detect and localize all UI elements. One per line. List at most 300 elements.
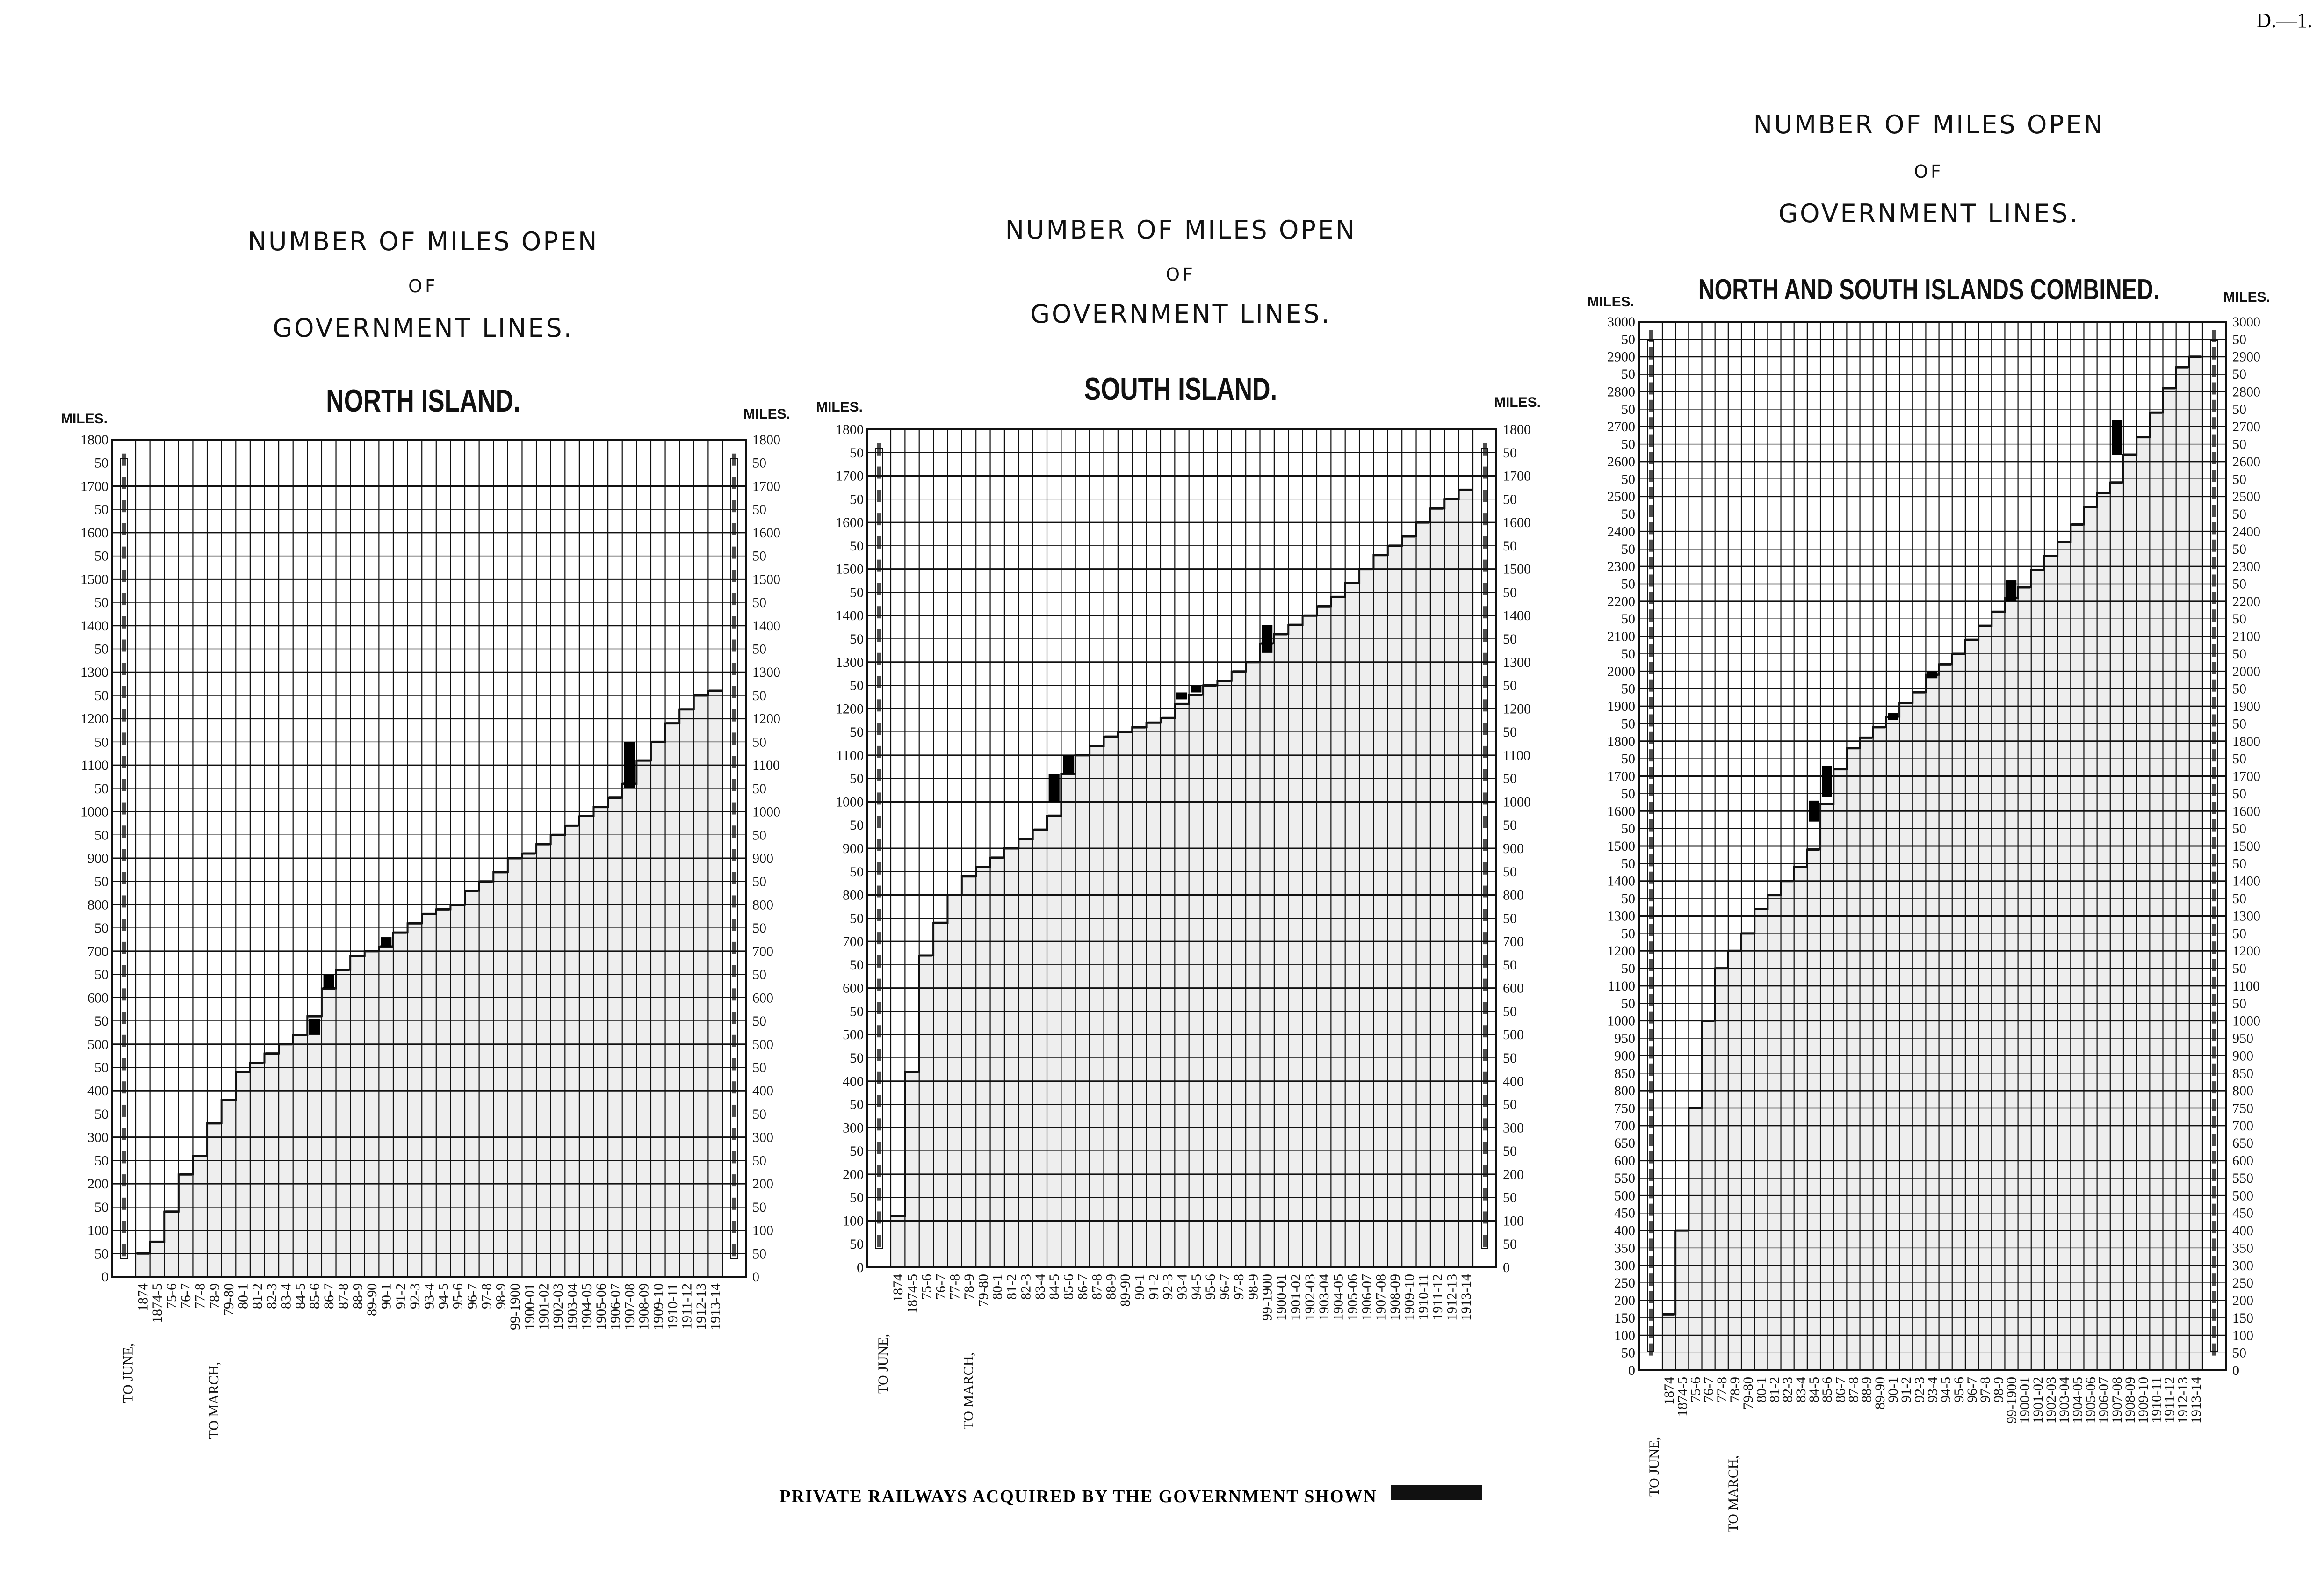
- chart-combined-y-label-left: 300: [1614, 1258, 1635, 1273]
- chart-south-y-label-right: 50: [1503, 1097, 1517, 1113]
- chart-combined-y-label-left: 2800: [1607, 384, 1635, 400]
- chart-combined-scale-tick: [1649, 1151, 1653, 1164]
- chart-north-scale-tick: [122, 965, 126, 977]
- chart-combined-y-label-left: 50: [1621, 646, 1635, 662]
- chart-south-y-label-right: 900: [1503, 841, 1524, 856]
- chart-north-y-label-right: 100: [752, 1223, 773, 1238]
- chart-combined-y-label-left: 50: [1621, 961, 1635, 977]
- chart-north-scale-tick: [732, 825, 736, 838]
- chart-combined-period-label: 1905-06: [2083, 1377, 2099, 1424]
- chart-south-y-label-left: 400: [843, 1073, 864, 1089]
- chart-north-scale-tick: [122, 640, 126, 652]
- chart-south-y-label-left: 1400: [836, 608, 864, 624]
- chart-combined-scale-tick: [2212, 1116, 2216, 1128]
- chart-combined-y-label-right: 50: [2232, 436, 2246, 452]
- chart-south-period-label: 93-4: [1174, 1274, 1190, 1300]
- chart-north-period-label: 96-7: [464, 1283, 480, 1309]
- chart-south-y-label-right: 0: [1503, 1260, 1510, 1275]
- chart-south-scale-tick: [877, 816, 881, 828]
- chart-combined-y-label-right: 1000: [2232, 1013, 2260, 1029]
- chart-south-scale-tick: [1483, 955, 1487, 968]
- chart-combined-scale-tick: [1649, 680, 1653, 692]
- chart-south-y-label-right: 800: [1503, 887, 1524, 903]
- chart-south-y-label-left: 1000: [836, 794, 864, 810]
- chart-south-scale-tick: [1483, 909, 1487, 921]
- chart-south-scale-tick: [877, 536, 881, 549]
- chart-south-y-label-right: 400: [1503, 1073, 1524, 1089]
- chart-combined-scale-tick: [1649, 1012, 1653, 1024]
- chart-combined-y-label-right: 1900: [2232, 699, 2260, 715]
- chart-combined-scale-tick: [2212, 697, 2216, 709]
- chart-combined-acquired-block: [1809, 801, 1819, 822]
- chart-south-y-label-left: 900: [843, 841, 864, 856]
- chart-north-scale-tick: [122, 547, 126, 559]
- chart-combined-scale-tick: [2212, 557, 2216, 569]
- chart-north-y-label-left: 500: [87, 1036, 108, 1052]
- chart-combined-scale-tick: [2212, 487, 2216, 499]
- chart-south-scale-tick: [877, 723, 881, 735]
- chart-south-y-label-right: 50: [1503, 1050, 1517, 1066]
- chart-combined-period-label: 79-80: [1740, 1377, 1756, 1410]
- chart-south-scale-tick: [1483, 629, 1487, 642]
- chart-combined-scale-tick: [2212, 417, 2216, 429]
- chart-combined-y-label-right: 150: [2232, 1310, 2253, 1326]
- chart-south-scale-tick: [1483, 606, 1487, 618]
- chart-south-y-label-left: 1300: [836, 654, 864, 670]
- chart-north-y-label-left: 300: [87, 1129, 108, 1145]
- chart-north-scale-tick: [732, 849, 736, 861]
- chart-north-period-label: 80-1: [235, 1283, 251, 1309]
- chart-combined-acquired-block: [2112, 420, 2122, 455]
- chart-south-y-label-right: 50: [1503, 771, 1517, 787]
- chart-combined-y-label-right: 50: [2232, 611, 2246, 627]
- chart-south-period-label: 1907-08: [1373, 1274, 1389, 1321]
- chart-combined-scale-tick: [2212, 1099, 2216, 1111]
- chart-north-y-label-right: 700: [752, 943, 773, 959]
- chart-combined-y-label-right: 50: [2232, 401, 2246, 417]
- chart-combined-scale-tick: [2212, 1273, 2216, 1286]
- chart-north-y-label-right: 600: [752, 990, 773, 1006]
- chart-south-period-label: 94-5: [1188, 1274, 1204, 1300]
- chart-combined-y-label-right: 600: [2232, 1153, 2253, 1169]
- chart-combined-scale-tick: [2212, 819, 2216, 832]
- chart-combined-scale-tick: [1649, 557, 1653, 569]
- chart-south-scale-tick: [877, 629, 881, 642]
- chart-combined-scale-tick: [2212, 1134, 2216, 1146]
- chart-combined-scale-tick: [1649, 575, 1653, 587]
- chart-combined-y-label-right: 700: [2232, 1118, 2253, 1134]
- chart-north-y-label-left: 50: [94, 1106, 108, 1122]
- chart-south-units-right: MILES.: [1494, 395, 1541, 410]
- chart-north-y-label-right: 200: [752, 1176, 773, 1192]
- chart-north-scale-tick: [732, 965, 736, 977]
- chart-north-scale-tick: [122, 500, 126, 512]
- chart-combined-period-label: 85-6: [1819, 1377, 1835, 1403]
- chart-south-y-label-left: 50: [850, 492, 864, 507]
- chart-north-scale-tick: [122, 1128, 126, 1140]
- chart-north-period-label: 98-9: [493, 1283, 509, 1309]
- chart-south-y-label-right: 1100: [1503, 747, 1530, 763]
- chart-combined-y-label-left: 450: [1614, 1205, 1635, 1221]
- chart-combined-scale-tick: [1649, 592, 1653, 604]
- chart-south-period-label: 1902-03: [1302, 1274, 1318, 1321]
- chart-south-scale-tick: [877, 1072, 881, 1084]
- chart-south-period-label: 80-1: [989, 1274, 1005, 1300]
- chart-north-y-label-left: 50: [94, 1246, 108, 1262]
- chart-combined-scale-tick: [1649, 872, 1653, 884]
- chart-combined-y-label-left: 50: [1621, 716, 1635, 732]
- legend: [779, 1485, 1482, 1506]
- chart-south-prefix-label: TO JUNE,: [875, 1334, 891, 1394]
- chart-combined-scale-tick: [2212, 749, 2216, 761]
- chart-south-y-label-right: 1600: [1503, 515, 1531, 531]
- chart-south-y-label-left: 1700: [836, 468, 864, 484]
- chart-north-heading-line: NUMBER OF MILES OPEN: [247, 227, 599, 256]
- chart-south-period-label: 96-7: [1217, 1274, 1233, 1300]
- chart-south-scale-tick: [1483, 536, 1487, 549]
- chart-combined-y-label-left: 50: [1621, 1345, 1635, 1361]
- chart-combined-y-label-right: 1400: [2232, 873, 2260, 889]
- chart-north-period-label: 1913-14: [707, 1283, 723, 1330]
- chart-north-y-label-right: 50: [752, 548, 766, 564]
- chart-north-y-label-right: 50: [752, 641, 766, 657]
- chart-south-acquired-block: [1049, 774, 1060, 802]
- chart-north-y-label-left: 50: [94, 967, 108, 983]
- chart-north-scale-tick: [122, 919, 126, 931]
- chart-combined-scale-tick: [1649, 906, 1653, 919]
- chart-south-acquired-block: [1191, 686, 1201, 693]
- chart-combined-acquired-block: [1888, 713, 1898, 720]
- chart-north-period-label: 89-90: [364, 1283, 380, 1316]
- chart-combined-period-label: 95-6: [1951, 1377, 1967, 1403]
- chart-south-scale-tick: [877, 1235, 881, 1247]
- chart-combined-y-label-right: 900: [2232, 1048, 2253, 1064]
- chart-north-y-label-right: 300: [752, 1129, 773, 1145]
- chart-north-scale-tick: [732, 1012, 736, 1024]
- chart-north-scale-tick: [122, 523, 126, 535]
- chart-south-y-label-left: 50: [850, 1143, 864, 1159]
- chart-south-y-label-left: 50: [850, 817, 864, 833]
- chart-north-acquired-block: [624, 742, 635, 788]
- chart-north-y-label-right: 800: [752, 897, 773, 913]
- chart-south-y-label-left: 50: [850, 1004, 864, 1020]
- chart-combined-y-label-left: 900: [1614, 1048, 1635, 1064]
- chart-south-acquired-block: [1262, 625, 1272, 653]
- chart-south-y-label-left: 200: [843, 1166, 864, 1182]
- chart-south-scale-tick: [877, 746, 881, 758]
- chart-combined-scale-tick: [2212, 854, 2216, 866]
- chart-combined-y-label-left: 500: [1614, 1188, 1635, 1204]
- chart-south-y-label-left: 50: [850, 585, 864, 600]
- chart-combined-y-label-right: 1800: [2232, 733, 2260, 749]
- chart-north-y-label-left: 50: [94, 595, 108, 611]
- chart-south-period-label: 1874: [890, 1274, 906, 1302]
- chart-combined-y-label-right: 50: [2232, 926, 2246, 941]
- chart-south-period-label: 88-9: [1103, 1274, 1119, 1300]
- chart-south-scale-tick: [1483, 513, 1487, 525]
- chart-north-scale-tick: [122, 1174, 126, 1186]
- chart-combined-scale-tick: [2212, 1256, 2216, 1268]
- chart-combined-scale-tick: [2212, 609, 2216, 622]
- chart-south-y-label-right: 50: [1503, 724, 1517, 740]
- chart-combined-y-label-right: 50: [2232, 786, 2246, 802]
- chart-south-scale-tick: [1483, 443, 1487, 456]
- chart-north-scale-tick: [122, 942, 126, 954]
- chart-combined-scale-tick: [1649, 627, 1653, 639]
- chart-south-y-label-right: 700: [1503, 934, 1524, 950]
- chart-combined-period-label: 1909-10: [2136, 1377, 2151, 1424]
- chart-south-scale-tick: [1483, 560, 1487, 572]
- chart-south-scale-tick: [877, 1188, 881, 1201]
- chart-combined-scale-tick: [1649, 1169, 1653, 1181]
- chart-south-y-label-left: 700: [843, 934, 864, 950]
- chart-south-y-label-left: 50: [850, 911, 864, 926]
- chart-north-scale-tick: [732, 477, 736, 489]
- chart-combined-period-label: 1907-08: [2109, 1377, 2125, 1424]
- chart-south-scale-tick: [877, 1049, 881, 1061]
- chart-north-y-label-left: 50: [94, 455, 108, 471]
- chart-north-scale-tick: [122, 454, 126, 466]
- chart-south-scale-tick: [1483, 583, 1487, 595]
- legend-text: PRIVATE RAILWAYS ACQUIRED BY THE GOVERNMENT SHOWN: [779, 1487, 1377, 1506]
- chart-north-y-label-left: 1200: [80, 711, 108, 727]
- chart-north-scale-tick: [732, 547, 736, 559]
- chart-combined-period-label: 97-8: [1978, 1377, 1993, 1403]
- chart-combined-scale-tick: [2212, 941, 2216, 954]
- chart-north-period-label: 75-6: [164, 1283, 180, 1309]
- chart-north-heading-line: OF: [408, 276, 438, 297]
- chart-combined-y-label-right: 2300: [2232, 559, 2260, 575]
- chart-north-y-label-right: 50: [752, 781, 766, 796]
- chart-north-heading-line: GOVERNMENT LINES.: [273, 313, 574, 343]
- chart-south-scale-tick: [1483, 653, 1487, 665]
- chart-south-scale-tick: [877, 862, 881, 875]
- chart-combined-scale-tick: [2212, 522, 2216, 534]
- chart-combined-heading-line: OF: [1914, 161, 1944, 182]
- chart-combined-scale-tick: [1649, 1186, 1653, 1198]
- chart-combined-scale-tick: [2212, 1291, 2216, 1303]
- chart-combined-period-label: 76-7: [1701, 1377, 1717, 1403]
- chart-south-acquired-block: [1063, 755, 1074, 774]
- chart-south-y-label-right: 50: [1503, 631, 1517, 647]
- chart-combined-y-label-left: 50: [1621, 891, 1635, 907]
- chart-south-y-label-right: 1800: [1503, 422, 1531, 437]
- chart-combined-scale-tick: [1649, 487, 1653, 499]
- chart-south-scale-tick: [1483, 886, 1487, 898]
- chart-north-period-label: 1904-05: [579, 1283, 595, 1330]
- chart-combined-scale-tick: [1649, 1256, 1653, 1268]
- chart-south-period-label: 98-9: [1245, 1274, 1261, 1300]
- chart-combined-scale-tick: [1649, 977, 1653, 989]
- chart-combined-scale-tick: [1649, 365, 1653, 377]
- chart-combined-y-label-left: 50: [1621, 996, 1635, 1012]
- chart-south-period-label: 97-8: [1231, 1274, 1247, 1300]
- chart-north-scale-tick: [122, 570, 126, 582]
- chart-combined-y-label-left: 550: [1614, 1170, 1635, 1186]
- chart-combined-scale-tick: [1649, 505, 1653, 517]
- chart-combined-y-label-left: 1500: [1607, 839, 1635, 854]
- chart-north-period-label: 81-2: [250, 1283, 266, 1309]
- chart-south-y-label-right: 50: [1503, 1190, 1517, 1206]
- chart-combined-scale-tick: [1649, 1291, 1653, 1303]
- chart-north-y-label-left: 600: [87, 990, 108, 1006]
- chart-combined-y-label-left: 2200: [1607, 593, 1635, 609]
- chart-north-y-label-left: 50: [94, 502, 108, 518]
- chart-north-y-label-right: 1700: [752, 478, 780, 494]
- chart-north-period-label: 1911-12: [679, 1283, 695, 1330]
- chart-combined-period-label: 1874: [1661, 1377, 1677, 1405]
- chart-combined-scale-tick: [2212, 382, 2216, 394]
- chart-combined-scale-tick: [1649, 1064, 1653, 1076]
- chart-south-y-label-left: 50: [850, 957, 864, 973]
- chart-combined-scale-tick: [2212, 1046, 2216, 1058]
- chart-south-y-label-left: 1600: [836, 515, 864, 531]
- chart-north-scale-tick: [122, 756, 126, 768]
- chart-combined-scale-tick: [1649, 1273, 1653, 1286]
- chart-combined-scale-tick: [1649, 941, 1653, 954]
- chart-combined-scale-tick: [2212, 732, 2216, 744]
- chart-north-y-label-left: 50: [94, 874, 108, 890]
- chart-north-prefix-label: TO JUNE,: [120, 1343, 136, 1403]
- chart-combined-scale-tick: [1649, 767, 1653, 779]
- chart-combined-scale-tick: [1649, 1046, 1653, 1058]
- chart-combined-scale-tick: [2212, 1081, 2216, 1093]
- chart-south-scale-tick: [877, 886, 881, 898]
- chart-south-scale-tick: [1483, 467, 1487, 479]
- chart-south-scale-tick: [1483, 862, 1487, 875]
- chart-combined-scale-tick: [2212, 644, 2216, 657]
- chart-combined-scale-tick: [1649, 452, 1653, 464]
- chart-combined-scale-tick: [2212, 906, 2216, 919]
- chart-combined-scale-tick: [2212, 505, 2216, 517]
- chart-north-scale-tick: [122, 988, 126, 1000]
- chart-south-period-label: 1912-13: [1444, 1274, 1460, 1321]
- chart-combined-period-label: 89-90: [1872, 1377, 1888, 1410]
- chart-north-scale-tick: [732, 616, 736, 629]
- chart-south-y-label-left: 50: [850, 631, 864, 647]
- chart-north-y-label-right: 1300: [752, 665, 780, 680]
- chart-south-y-label-right: 600: [1503, 980, 1524, 996]
- chart-combined-y-label-left: 50: [1621, 751, 1635, 767]
- chart-combined-scale-tick: [1649, 819, 1653, 832]
- chart-combined-acquired-block: [1822, 766, 1832, 797]
- chart-combined-scale-tick: [2212, 680, 2216, 692]
- chart-north-scale-tick: [732, 1058, 736, 1071]
- chart-combined-y-label-right: 50: [2232, 716, 2246, 732]
- chart-combined-scale-tick: [2212, 802, 2216, 814]
- chart-combined-scale-tick: [1649, 854, 1653, 866]
- chart-combined-y-label-left: 1000: [1607, 1013, 1635, 1029]
- chart-south-scale-tick: [877, 513, 881, 525]
- chart-combined-scale-tick: [1649, 697, 1653, 709]
- chart-combined-acquired-block: [2006, 580, 2016, 601]
- chart-combined-scale-tick: [1649, 802, 1653, 814]
- chart-north-period-label: 97-8: [478, 1283, 494, 1309]
- chart-south-period-label: 1913-14: [1458, 1274, 1474, 1321]
- chart-combined-y-label-left: 2900: [1607, 349, 1635, 365]
- chart-south-scale-tick: [877, 1025, 881, 1037]
- chart-combined-scale-tick: [2212, 365, 2216, 377]
- chart-combined-y-label-left: 50: [1621, 926, 1635, 941]
- chart-combined-y-label-right: 1200: [2232, 943, 2260, 959]
- chart-north-y-label-right: 50: [752, 734, 766, 750]
- chart-north-period-label: 1902-03: [550, 1283, 566, 1330]
- chart-combined-units-right: MILES.: [2223, 289, 2270, 305]
- chart-combined-scale-tick: [2212, 1012, 2216, 1024]
- chart-south-y-label-right: 1000: [1503, 794, 1531, 810]
- chart-south-scale-tick: [1483, 1118, 1487, 1130]
- chart-north-y-label-right: 50: [752, 827, 766, 843]
- chart-south-period-label: 1906-07: [1359, 1274, 1375, 1321]
- chart-north-scale-tick: [732, 593, 736, 605]
- chart-south-y-label-left: 0: [857, 1260, 864, 1275]
- chart-south-period-label: 92-3: [1160, 1274, 1176, 1300]
- chart-combined-y-label-left: 2500: [1607, 489, 1635, 505]
- chart-combined-period-label: 98-9: [1991, 1377, 2006, 1403]
- chart-north-y-label-right: 1800: [752, 432, 780, 448]
- chart-north-units-right: MILES.: [743, 406, 790, 422]
- chart-south-scale-tick: [1483, 1002, 1487, 1014]
- chart-south-period-label: 1910-11: [1415, 1274, 1431, 1320]
- chart-south-period-label: 78-9: [961, 1274, 977, 1300]
- chart-combined-y-label-right: 2000: [2232, 664, 2260, 680]
- chart-north-scale-tick: [122, 477, 126, 489]
- chart-combined-period-label: 96-7: [1964, 1377, 1980, 1403]
- chart-combined-y-label-left: 1300: [1607, 908, 1635, 924]
- chart-combined-period-label: 78-9: [1727, 1377, 1743, 1403]
- chart-combined-scale-tick: [1649, 749, 1653, 761]
- chart-north-y-label-right: 50: [752, 1060, 766, 1076]
- chart-south-scale-tick: [877, 583, 881, 595]
- chart-north-scale-tick: [122, 825, 126, 838]
- chart-south-period-label: 90-1: [1132, 1274, 1148, 1300]
- chart-north-scale-tick: [732, 1128, 736, 1140]
- chart-south-scale-tick: [1483, 1025, 1487, 1037]
- chart-north-y-label-right: 50: [752, 595, 766, 611]
- chart-south-y-label-left: 50: [850, 864, 864, 880]
- chart-north-scale-tick: [122, 872, 126, 884]
- chart-south-y-label-left: 50: [850, 678, 864, 694]
- chart-combined-y-label-left: 1200: [1607, 943, 1635, 959]
- chart-combined-y-label-right: 50: [2232, 332, 2246, 347]
- chart-south-scale-tick: [1483, 1049, 1487, 1061]
- chart-north-period-label: 93-4: [421, 1283, 437, 1309]
- chart-south-acquired-block: [1176, 692, 1187, 699]
- chart-north-scale-tick: [732, 756, 736, 768]
- chart-south-scale-tick: [877, 769, 881, 781]
- chart-south-y-label-left: 600: [843, 980, 864, 996]
- chart-north-period-label: 1903-04: [564, 1283, 580, 1330]
- chart-north-y-label-left: 0: [101, 1269, 108, 1285]
- chart-combined-y-label-left: 0: [1628, 1363, 1635, 1378]
- chart-south-y-label-right: 300: [1503, 1120, 1524, 1136]
- chart-combined-scale-tick: [2212, 1169, 2216, 1181]
- chart-combined-scale-tick: [1649, 435, 1653, 447]
- chart-north-period-label: 1907-08: [622, 1283, 638, 1330]
- chart-north-scale-tick: [122, 1105, 126, 1117]
- chart-north-scale-tick: [732, 1035, 736, 1047]
- chart-combined-y-label-left: 1800: [1607, 733, 1635, 749]
- chart-north-y-label-left: 1800: [80, 432, 108, 448]
- chart-north-period-label: 99-1900: [507, 1283, 523, 1330]
- chart-north-y-label-right: 50: [752, 1199, 766, 1215]
- chart-combined-y-label-right: 500: [2232, 1188, 2253, 1204]
- chart-north-scale-tick: [732, 732, 736, 745]
- chart-combined-y-label-left: 50: [1621, 541, 1635, 557]
- chart-combined-scale-tick: [2212, 1151, 2216, 1164]
- chart-north-scale-tick: [122, 1221, 126, 1233]
- chart-combined-y-label-right: 50: [2232, 856, 2246, 872]
